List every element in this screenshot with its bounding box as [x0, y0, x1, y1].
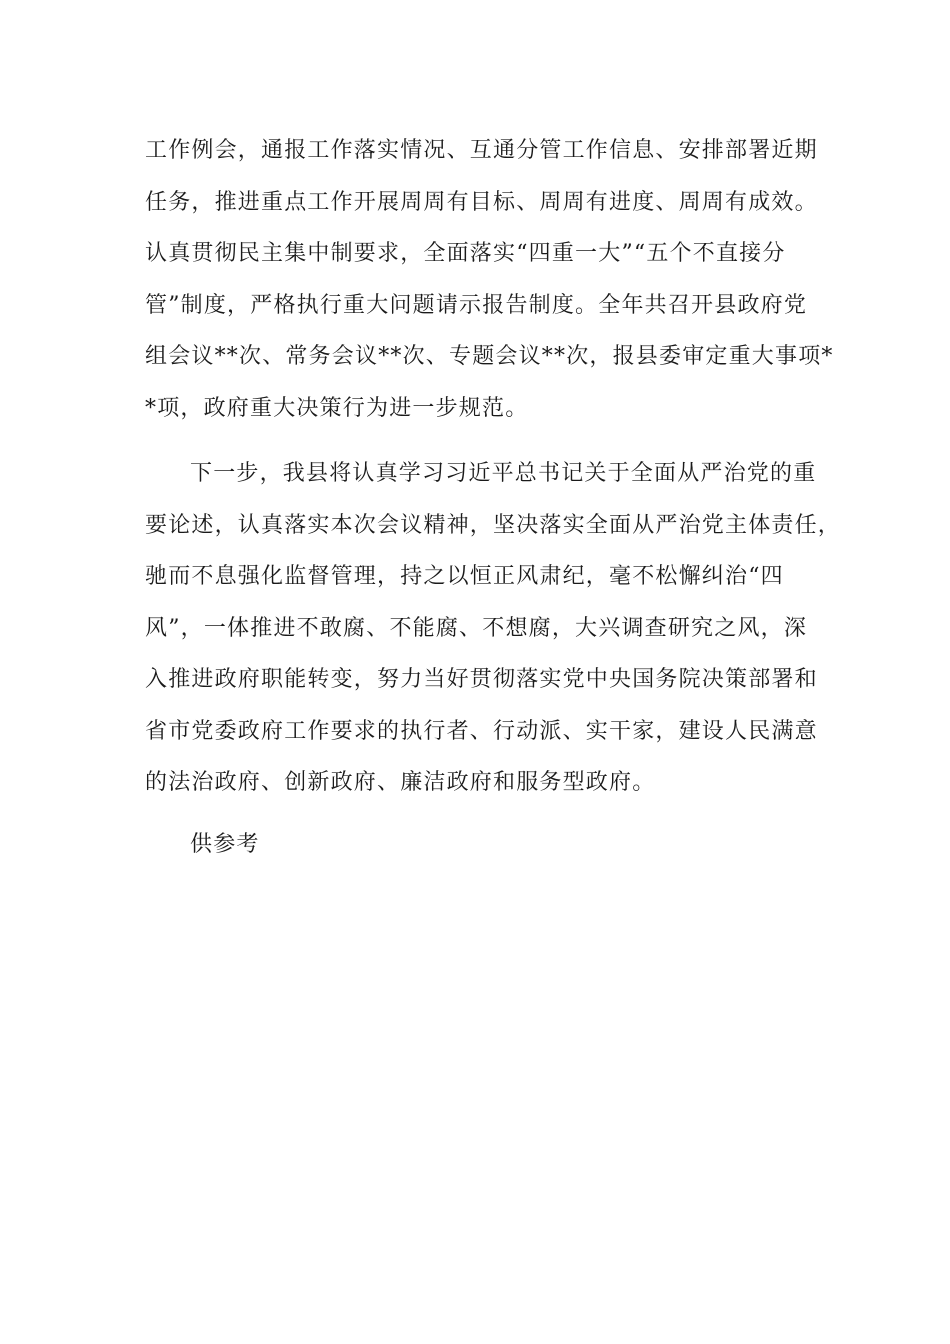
paragraph-1-line-1: 工作例会，通报工作落实情况、互通分管工作信息、安排部署近期 — [145, 138, 818, 163]
paragraph-1 — [145, 128, 834, 437]
paragraph-2-line-2: 要论述，认真落实本次会议精神，坚决落实全面从严治党主体责任， — [145, 512, 842, 538]
paragraph-2-line-1: 下一步，我县将认真学习习近平总书记关于全面从严治党的重 — [190, 461, 817, 486]
paragraph-1-line-4: 管”制度，严格执行重大问题请示报告制度。全年共召开县政府党 — [145, 292, 808, 318]
paragraph-1-line-3: 认真贯彻民主集中制要求，全面落实“四重一大”“五个不直接分 — [145, 241, 786, 266]
paragraph-2-line-7: 的法治政府、创新政府、廉洁政府和服务型政府。 — [145, 770, 656, 795]
paragraph-1-line-6: *项，政府重大决策行为进一步规范。 — [145, 395, 529, 421]
paragraph-2-line-3: 驰而不息强化监督管理，持之以恒正风肃纪，毫不松懈纠治“四 — [145, 564, 784, 589]
paragraph-spacer — [145, 437, 810, 451]
paragraph-1-line-2: 任务，推进重点工作开展周周有目标、周周有进度、周周有成效。 — [145, 189, 818, 215]
paragraph-2-line-4: 风”，一体推进不敢腐、不能腐、不想腐，大兴调查研究之风，深 — [145, 615, 808, 641]
paragraph-2-line-5: 入推进政府职能转变，努力当好贯彻落实党中央国务院决策部署和 — [145, 667, 818, 692]
paragraph-2-line-6: 省市党委政府工作要求的执行者、行动派、实干家，建设人民满意 — [145, 718, 818, 744]
closing-note: 供参考 — [190, 831, 260, 857]
document-body — [145, 128, 842, 873]
paragraph-1-line-5: 组会议**次、常务会议**次、专题会议**次，报县委审定重大事项* — [145, 344, 834, 369]
paragraph-2 — [145, 451, 842, 812]
paragraph-spacer — [145, 812, 810, 822]
